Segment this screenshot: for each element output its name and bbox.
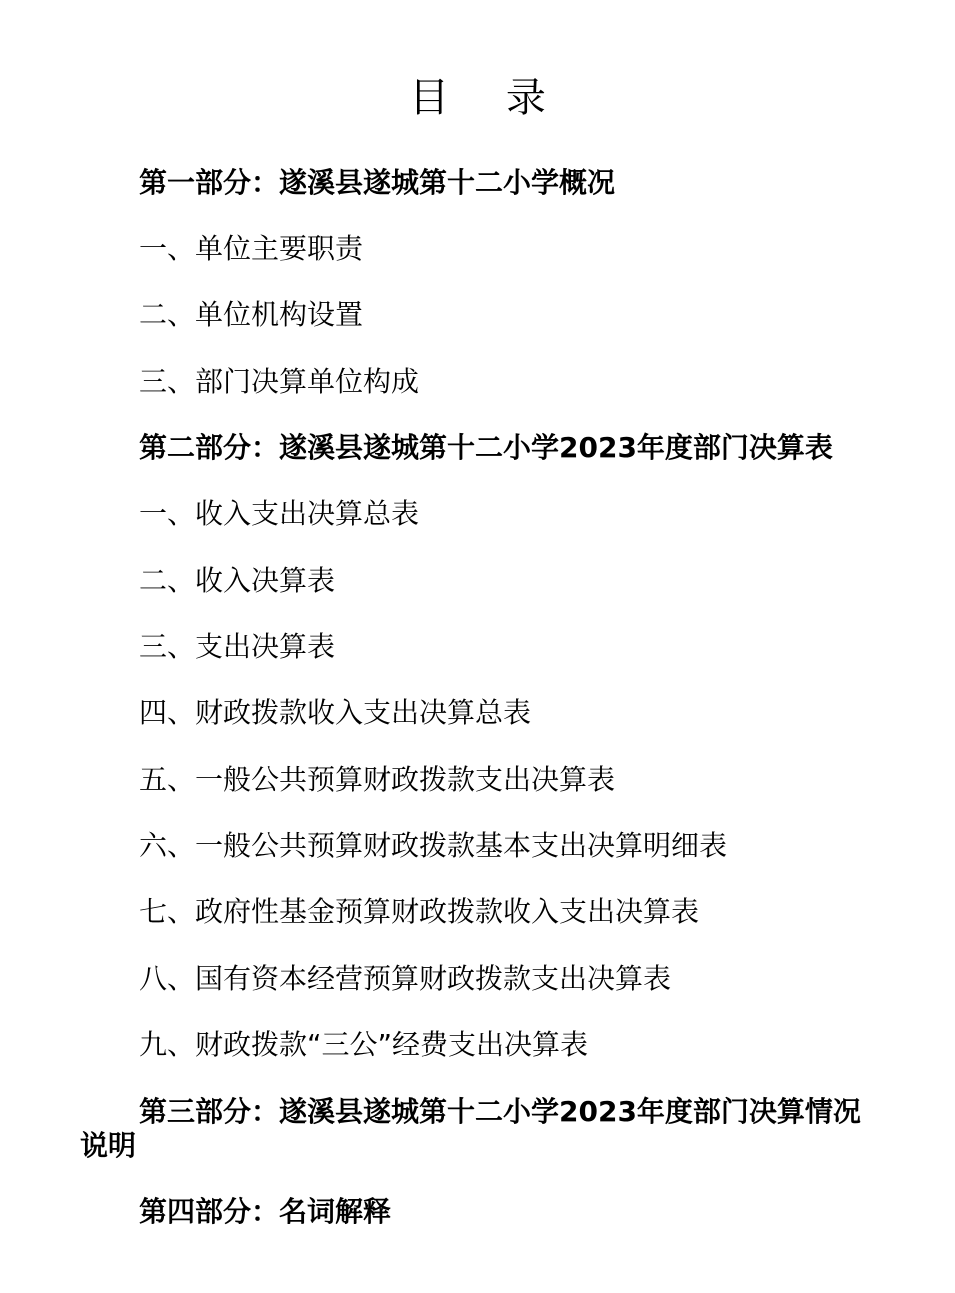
part1-item-1: 一、单位主要职责 (139, 232, 364, 265)
part3-heading: 第三部分：遂溪县遂城第十二小学2023年度部门决算情况说明 (80, 1095, 861, 1162)
part1-item-3: 三、部门决算单位构成 (139, 365, 420, 398)
page-title: 目 录 (409, 75, 568, 121)
part2-item-9: 九、财政拨款“三公”经费支出决算表 (139, 1028, 589, 1061)
part2-item-8: 八、国有资本经营预算财政拨款支出决算表 (139, 962, 672, 995)
part4-heading: 第四部分：名词解释 (139, 1195, 392, 1228)
part2-item-7: 七、政府性基金预算财政拨款收入支出决算表 (139, 895, 700, 928)
part1-item-2: 二、单位机构设置 (139, 298, 364, 331)
part2-item-3: 三、支出决算表 (139, 630, 336, 663)
part2-item-5: 五、一般公共预算财政拨款支出决算表 (139, 763, 616, 796)
part2-item-4: 四、财政拨款收入支出决算总表 (139, 696, 532, 729)
part2-heading: 第二部分：遂溪县遂城第十二小学2023年度部门决算表 (139, 431, 833, 464)
part2-item-6: 六、一般公共预算财政拨款基本支出决算明细表 (139, 829, 728, 862)
part2-item-1: 一、收入支出决算总表 (139, 497, 420, 530)
part1-heading: 第一部分：遂溪县遂城第十二小学概况 (139, 166, 616, 199)
part2-item-2: 二、收入决算表 (139, 564, 336, 597)
